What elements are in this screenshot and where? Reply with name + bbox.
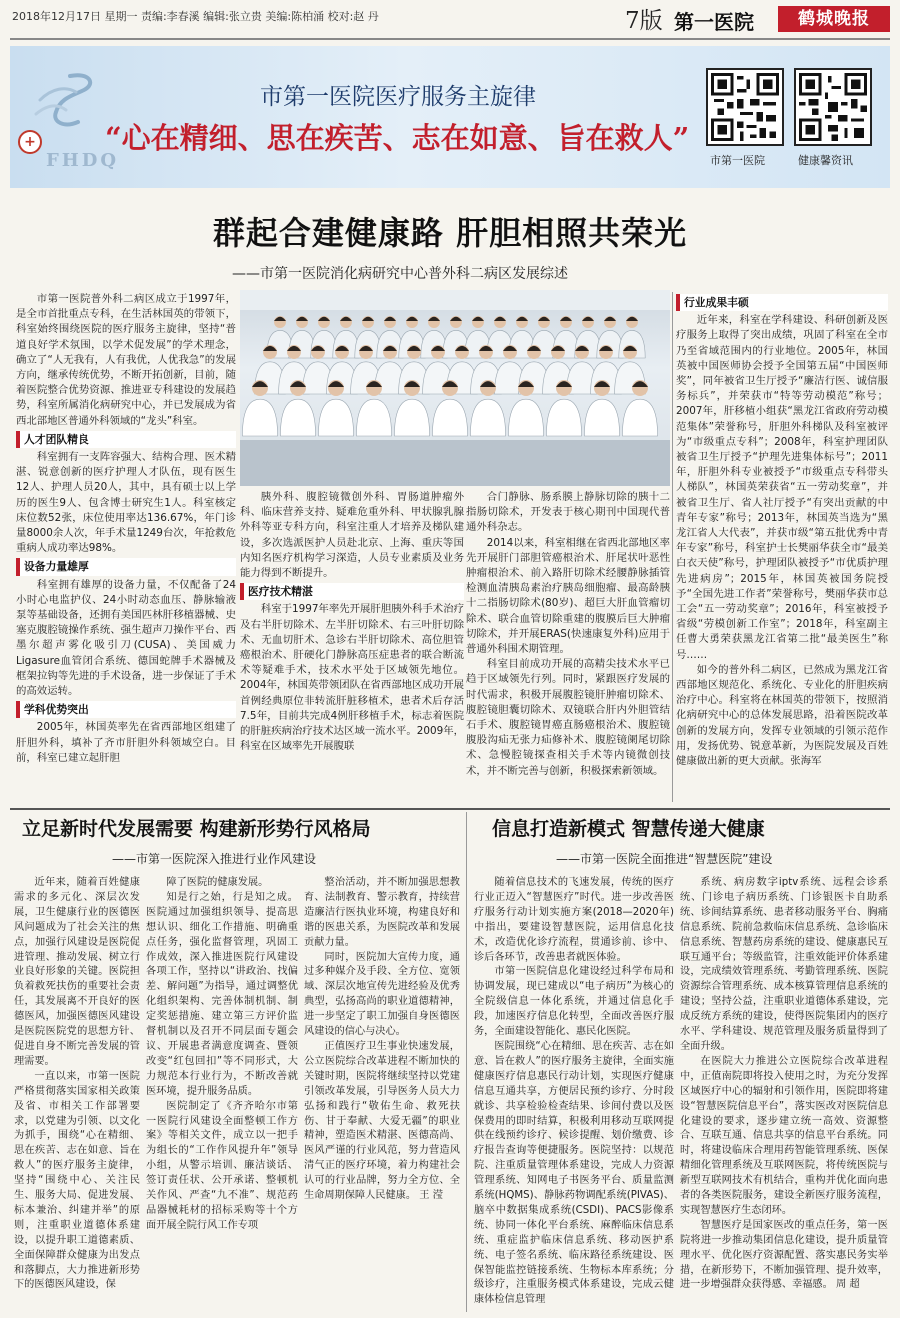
article-paragraph: 随着信息技术的飞速发展，传统的医疗行业正迈入“智慧医疗”时代。进一步改善医疗服务行动计划实施方案(2018—2020年)中指出，要建设智慧医院，运用信息化技术，改造优化诊疗流程，贯通诊前、诊中、诊后各环节，改善患者就医体验。 <box>474 877 674 963</box>
article-paragraph: 市第一医院信息化建设经过科学布局和协调发展，现已建成以“电子病历”为核心的全院级信息一体化系统，并通过信息化手段，加速医疗信息化转型，全面改善医疗服务，全面建设智能化、惠民化医院。 <box>474 966 674 1038</box>
article2-column-2 <box>146 876 298 1308</box>
article-paragraph: 近年来，科室在学科建设、科研创新及医疗服务上取得了突出成绩，巩固了科室在全市乃至省域范围内的行业地位。2005年，林国英被中国医师协会授予全国第五届“中国医师奖”，同年被省卫生厅授予“廉洁行医、诚信服务标兵”，并荣获市“特等劳动模范”称号；2007年，肝移植小组获“黑龙江省政府劳动模范集体”荣誉称号，肝胆外科梯队及科室被评为“市级重点专科”；2008年，科室护理团队被省卫生厅授予“护理先进集体标号”；2011年，肝胆外科专业被授予“市级重点专科带头人梯队”，林国英荣获省“五一劳动奖章”，并被省卫生厅、省人社厅授予“有突出贡献的中青年专家”称号；2013年，林国英当选为“黑龙江省人大代表”，并获市级“第五批优秀中青年专家”称号，科室护士长樊丽华获全市“最美白衣天使”称号，护理团队被授予“市优质护理先进病房”；2015年，林国英被国务院授予“全国先进工作者”荣誉称号，樊丽华获市总工会“五一劳动奖章”；2016年，科室被授予省级“劳模创新工作室”；2018年，科室副主任曹大勇荣获黑龙江省第二批“最美医生”称号…… <box>676 314 888 661</box>
article1-headline: 群起合建健康路 肝胆相照共荣光 <box>212 214 688 252</box>
issue-meta: 2018年12月17日 星期一 责编:李春溪 编辑:张立贵 美编:陈柏涌 校对:赵 丹 <box>12 10 379 23</box>
article-paragraph: 科室目前成功开展的高精尖技术水平已趋于区域领先行列。同时，紧跟医疗发展的时代需求，积极开展腹腔镜肝肿瘤切除术、腹腔镜胆囊切除术、双镜联合肝内外胆管结石手术、腹腔镜胃癌直肠癌根治术、腹腔镜腹股沟疝无张力疝修补术、腹腔镜阑尾切除术、急慢腔镜探查相关手术等内镜微创技术，并不断完善与创新，积极探索新领域。 <box>466 658 670 777</box>
article-paragraph: 科室拥有雄厚的设备力量，不仅配备了24小时心电监护仪、24小时动态血压、静脉输液泵等基础设备，还拥有美国匹林肝移植器械、史塞克腹腔镜操作系统、强生超声刀操作平台、西墨尔超声雾化吸引刀(CUSA)、美国威力Ligasure血管闭合系统、德国蛇牌手术器械及框架拉钩等先进的手术设备，进一步保证了手术的高效运转。 <box>16 578 236 698</box>
page-section-name: 第一医院 <box>674 10 754 34</box>
article-paragraph: 近年来，随着百姓健康需求的多元化、深层次发展，卫生健康行业的医德医风问题成为了社会关注的焦点，加强行风建设是医院促进管理、推动发展、树立行业良好形象的关键。医院担负着救死扶伤的重要社会责任，其发展离不开良好的医德医风，加强医德医风建设是医院医院党的思想方针、促进自身不断完善发展的管理需要。 <box>14 877 140 1067</box>
article-paragraph: 市第一医院普外科二病区成立于1997年，是全市首批重点专科，在生活林国英的带领下，科室始终围绕医院的医疗服务主旋律，坚持“普道良好学术氛围，以学术促发展”的学术理念，确立了“人无我有，人有我优，人优我急”的发展方向，继承传统优势，不断开拓创新，目前，随着医院整合优势资源、推进亚专科建设的发展趋势，科室所属消化病研究中心，并已发展成为省西北部地区普通外科领域的“龙头”科室。 <box>16 293 236 427</box>
article3-subhead: ——市第一医院全面推进“智慧医院”建设 <box>556 852 773 866</box>
page-number: 7版 <box>625 8 663 34</box>
article2-headline: 立足新时代发展需要 构建新形势行风格局 <box>22 818 371 840</box>
article-paragraph: 整治活动，并不断加强思想教育、法制教育、警示教育，持续营造廉洁行医执业环境，构建良好和谐的医患关系，为医院改革和发展贡献力量。 <box>304 877 460 948</box>
article-paragraph: 障了医院的健康发展。 <box>166 877 269 888</box>
article2-column-3 <box>304 876 460 1308</box>
section-heading: 设备力量雄厚 <box>16 558 236 575</box>
hospital-cross-icon: + <box>18 130 42 154</box>
article3-column-2 <box>680 876 888 1308</box>
article-paragraph: 如今的普外科二病区，已然成为黑龙江省西部地区规范化、系统化、专业化的肝胆疾病治疗中心。科室将在林国英的带领下，按照消化病研究中心的总体发展思路，沿着医院改革创新的发展方向，发挥专业领域的引领示范作用，发扬优势、锐意革新，为医院发展及百姓健康做出新的更大贡献。张海军 <box>676 663 888 768</box>
article-paragraph: 知是行之始，行是知之成。医院通过加强组织领导、提高思想认识、细化工作措施、明确重点任务，强化监督管理，巩固工作成效，深入推进医院行风建设各项工作，坚持以“讲政治、找偏差、解问题”为指导，通过调整优化组织架构、完善体制机制、制定奖惩措施、建立第三方评价监督机制以及召开不同层面专题会议、开展患者满意度调查、暨领改变“红包回扣”等不同形式，大力规范本行业行为，不断改善就医环境，提升服务品质。 <box>146 891 298 1097</box>
article-paragraph: 合门静脉、肠系膜上静脉切除的胰十二指肠切除术，开发表于核心期刊中国现代普通外科杂志。 <box>466 491 670 534</box>
article1-column-1 <box>16 292 236 802</box>
qr-caption-health-news: 健康馨资讯 <box>798 154 853 167</box>
section-heading: 医疗技术精湛 <box>240 583 464 600</box>
section-heading: 学科优势突出 <box>16 701 236 718</box>
section-divider <box>10 808 890 810</box>
section-heading: 行业成果丰硕 <box>676 294 888 311</box>
hospital-logo-text: FHDQ <box>46 150 120 171</box>
article-paragraph: 一直以来，市第一医院严格贯彻落实国家相关政策及省、市相关工作部署要求，以党建为引领、以文化为抓手，围绕“心在精细、思在疾苦、志在如意、旨在救人”的医疗服务主旋律，坚持“围绕中心、关注民生、服务大局、促进发展、标本兼治、纠建并举”的原则，注重职业道德体系建设，以提升职工道德素质、全面保障群众健康为出发点和落脚点，大力推进新形势下的医德医风建设，保 <box>14 1070 140 1291</box>
article-paragraph: 科室于1997年率先开展肝胆胰外科手术治疗及右半肝切除术、左半肝切除术、右三叶肝切除术、无血切肝术、急诊右半肝切除术、高位胆管癌根治术、肝硬化门静脉高压症患者的联合断流术等疑难手术，技术水平处于区域领先地位。2004年，林国英带领团队在省西部地区成功开展首例经典原位非转流肝脏移植术，患者术后存活7.5年，目前共完成4例肝移植手术，标志着医院的肝脏疾病治疗技术达区域一流水平。2009年，科室在区域率先开展腹联 <box>240 603 464 753</box>
article-paragraph: 医院围绕“心在精细、思在疾苦、志在如意、旨在救人”的医疗服务主旋律，全面实施健康医疗信息惠民行动计划，实现医疗健康信息互通共享，方便居民预约诊疗、分时段就诊、共享检验检查结果、诊间付费以及医保费用的即时结算，积极利用移动互联网提供在线预约诊疗、候诊提醒、划价缴费、诊疗报告查询等便捷服务。医院坚持：以规范院、注重质量管理体系建设，完成人力资源管理系统、知网电子书医务平台、质量监测系统(HQMS)、静脉药物调配系统(PIVAS)、脑卒中数据集成系统(CSDI)、PACS影像系统、协同一体化平台系统、麻醉临床信息系统、重症监护临床信息系统、移动医护系统、电子签名系统、临床路径系统建设、医保智能监控链接系统、生物标本库系统；分级诊疗，注重服务模式体系建设，完成云健康体检信息管理 <box>474 1040 674 1306</box>
article-paragraph: 在医院大力推进公立医院综合改革进程中，正值南院即将投入使用之时，为充分发挥区域医疗中心的辐射和引领作用，医院即将建设“智慧医院信息平台”，落实医改对医院信息化建设的要求，逐步建立统一高效、资源整合、互联互通、信息共享的信息平台系统。同时，将建设临床合理用药智能管理系统、医保精细化管理系统及互联网医院，将传统医院与新型互联网技术有机结合，重构并优化面向患者的各类医院服务，建设全新医疗服务流程，实现智慧医疗生态闭环。 <box>680 1055 888 1216</box>
article-paragraph: 同时，医院加大宣传力度，通过多种媒介及手段、全方位、宽领域、深层次地宣传先进经验及优秀典型，弘扬高尚的职业道德精神，进一步坚定了职工加强自身医德医风建设的信心与决心。 <box>304 951 460 1038</box>
banner-slogan: “心在精细、思在疾苦、志在如意、旨在救人” <box>105 121 690 155</box>
masthead-rule <box>10 38 890 40</box>
article-paragraph: 2005年，林国英率先在省西部地区组建了肝胆外科，填补了齐市肝胆外科领域空白。目前，科室已建立起肝胆 <box>16 721 236 764</box>
banner-subtitle: 市第一医院医疗服务主旋律 <box>260 84 536 110</box>
article3-column-1 <box>474 876 674 1308</box>
article3-headline: 信息打造新模式 智慧传递大健康 <box>492 818 765 840</box>
article2-subhead: ——市第一医院深入推进行业作风建设 <box>112 852 317 866</box>
article2-column-1 <box>14 876 140 1308</box>
newspaper-brand: 鹤城晚报 <box>778 6 890 32</box>
article-paragraph: 正值医疗卫生事业快速发展，公立医院综合改革进程不断加快的关键时期，医院将继续坚持以党建引领改革发展，引导医务人员大力弘扬和践行“敬佑生命、救死扶伤、甘于奉献、大爱无疆”的职业精神，塑造医术精湛、医德高尚、医风严谨的行业风范，努力营造风清气正的医疗环境，着力构建社会认可的行业品牌，努力全方位、全生命周期保障人民健康。 王 滢 <box>304 1040 460 1202</box>
qr-caption-hospital: 市第一医院 <box>710 154 765 167</box>
article-paragraph: 胰外科、腹腔镜微创外科、胃肠道肿瘤外科、临床营养支持、疑难危重外科、甲状腺乳腺外科等亚专科方向，科室注重人才培养及梯队建设，多次选派医护人员赴北京、上海、重庆等国内知名医疗机构学习深造，人员专业素质及业务能力得到不断提升。 <box>240 491 464 580</box>
column-divider <box>466 812 467 1312</box>
article1-subhead: ——市第一医院消化病研究中心普外科二病区发展综述 <box>232 266 568 282</box>
article1-column-4 <box>676 292 888 802</box>
swan-logo-icon <box>30 70 100 130</box>
article-paragraph: 2014以来，科室相继在省西北部地区率先开展肝门部胆管癌根治术、肝尾状叶恶性肿瘤根治术、前入路肝切除术经腰静脉插管检测血清胰岛素治疗胰岛细胞瘤、最高龄胰十二指肠切除术(80岁)、超巨大肝血管瘤切除术、联合血管切除重建的腹膜后巨大肿瘤切除术，并开展ERAS(快速康复外科)应用于普通外科围术期管理。 <box>466 536 670 656</box>
article-paragraph: 系统、病房数字iptv系统、远程会诊系统、门诊电子病历系统、门诊银医卡自助系统、诊间结算系统、患者移动服务平台、胸痛信息系统、院前急救临床信息系统、急诊临床信息系统、智慧药房系统的建设、健康惠民互联互通平台；等级监管，注重效能评价体系建设，完成绩效管理系统、考勤管理系统、医院资源综合管理系统、成本核算管理信息系统的建设；坚持公益，注重职业道德体系建设，完成反统方系统的建设，使得医院集团内的医疗水平、学科建设、规范管理及服务质量得到了全面升级。 <box>680 877 888 1052</box>
article-paragraph: 科室拥有一支阵容强大、结构合理、医术精湛、锐意创新的医疗护理人才队伍，现有医生12人、护理人员20人，其中，具有硕士以上学历的医生9人、包含博士研究生1人。科室核定床位数52张，床位使用率达136.67%，年门诊量8000余人次，年手术量1249台次，年抢救危重病人成功率达98%。 <box>16 451 236 555</box>
article1-column-2 <box>240 490 464 802</box>
qr-code-icon <box>794 68 872 146</box>
article-paragraph: 智慧医疗是国家医改的重点任务，第一医院将进一步推动集团信息化建设，提升质量管理水平、优化医疗资源配置、落实惠民务实举措，在新形势下，不断加强管理、提升效率，进一步增强群众获得感、幸福感。 周 超 <box>680 1219 888 1291</box>
team-group-photo <box>240 290 670 486</box>
qr-code-icon <box>706 68 784 146</box>
section-heading: 人才团队精良 <box>16 431 236 448</box>
column-divider <box>672 292 673 802</box>
article1-column-3 <box>466 490 670 802</box>
article-paragraph: 医院制定了《齐齐哈尔市第一医院行风建设全面整顿工作方案》等相关文件，成立以一把手为组长的“工作作风提升年”领导小组，从警示培训、廉洁谈话、签订责任状、公开承诺、整顿机关作风、严查“九不准”、规范药品器械耗材的招标采购等十个方面开展全院行风工作专项 <box>146 1100 298 1231</box>
